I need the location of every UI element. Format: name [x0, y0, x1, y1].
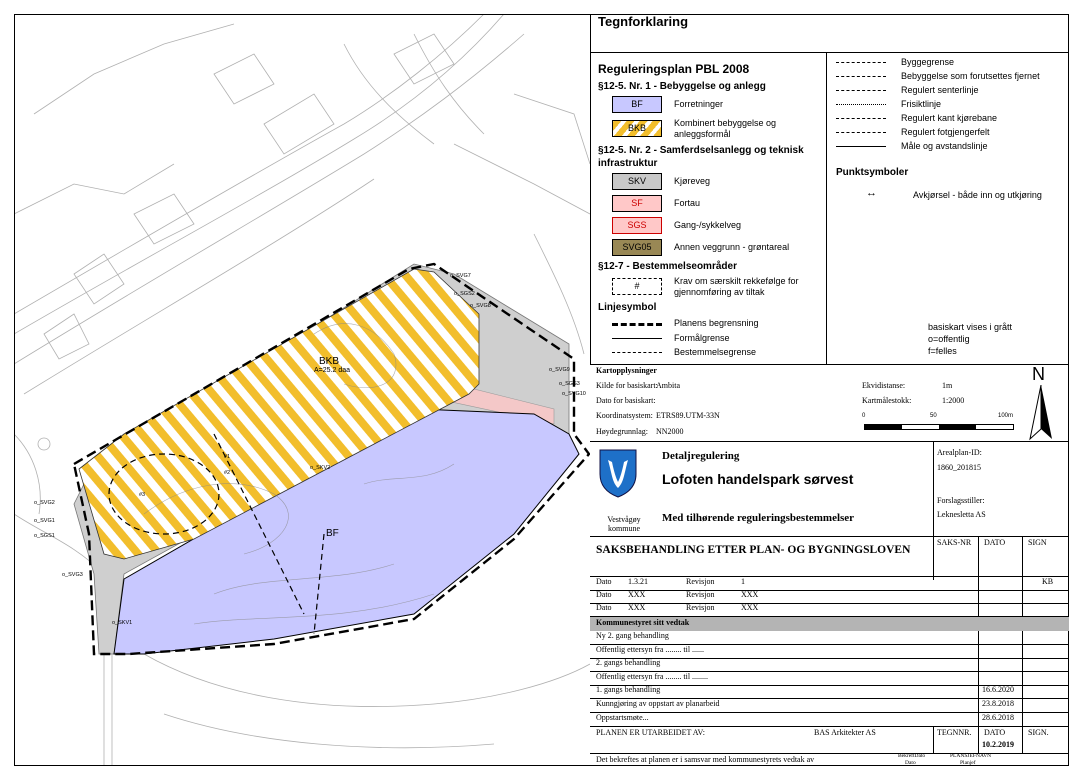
- linjesymbol-heading: Linjesymbol: [598, 302, 657, 313]
- col-sign: SIGN: [1028, 538, 1047, 547]
- scale-tick: 0: [862, 413, 866, 419]
- svg-label: o_SGS1: [34, 533, 55, 539]
- svg-label: o_SKV2: [310, 465, 331, 471]
- double-arrow-icon: ↔: [866, 187, 877, 199]
- basiskart-note: o=offentlig: [928, 334, 970, 344]
- divider: [933, 536, 934, 580]
- legend-label: Bestemmelsegrense: [674, 347, 757, 357]
- kommune-crest-icon: [598, 448, 638, 498]
- step-dato: 16.6.2020: [982, 685, 1014, 695]
- sign-label: SIGN.: [1028, 728, 1049, 737]
- plan-map[interactable]: [14, 14, 590, 766]
- swatch-bestemmelse: #: [612, 278, 662, 295]
- swatch-svg05: SVG05: [612, 239, 662, 256]
- scale-tick: 50: [930, 413, 937, 419]
- step-dato: 23.8.2018: [982, 699, 1014, 708]
- vedtak-heading: Kommunestyret sitt vedtak: [596, 618, 690, 627]
- divider: [590, 364, 1069, 365]
- divider: [933, 441, 934, 536]
- line-fjernet: [836, 76, 886, 77]
- line-frisiktlinje: [836, 104, 886, 105]
- kart-label: Høydegrunnlag:: [596, 427, 648, 436]
- rev-dato-label: Dato: [596, 603, 612, 612]
- divider: [590, 441, 1069, 442]
- basiskart-note: basiskart vises i grått: [928, 322, 1013, 332]
- dato-label: DATO: [984, 728, 1006, 737]
- section-heading: §12-5. Nr. 2 - Samferdselsanlegg og teknisk infrastruktur: [598, 145, 804, 169]
- rev-label: Revisjon: [686, 577, 715, 586]
- step-label: Kunngjøring av oppstart av planarbeid: [596, 699, 720, 708]
- line-byggegrense: [836, 62, 886, 63]
- legend-label: Formålgrense: [674, 333, 730, 343]
- utarbeidet-value: BAS Arkitekter AS: [814, 728, 876, 737]
- svg-label: o_SVG8: [470, 303, 491, 309]
- svg-label: o_SVG7: [450, 273, 471, 279]
- section-heading: §12-5. Nr. 1 - Bebyggelse og anlegg: [598, 81, 766, 92]
- kart-label: Dato for basiskart:: [596, 396, 656, 405]
- malestokk-label: Kartmålestokk:: [862, 396, 912, 405]
- divider: [590, 753, 1069, 754]
- bkb-area-label: A=25.2 daa: [314, 367, 351, 374]
- line-maling: [836, 146, 886, 147]
- line-kjorebane: [836, 118, 886, 119]
- utarbeidet-label: PLANEN ER UTARBEIDET AV:: [596, 728, 705, 737]
- divider: [590, 726, 1069, 727]
- rev-label: Revisjon: [686, 590, 715, 599]
- legend-title: Tegnforklaring: [598, 14, 689, 29]
- divider: [590, 603, 1069, 604]
- col-saksnr: SAKS-NR: [937, 538, 972, 547]
- bf-label: BF: [326, 528, 339, 539]
- legend-label: Avkjørsel - både inn og utkjøring: [913, 190, 1042, 200]
- bekreftes: Det bekreftes at planen er i samsvar med kommunestyrets vedtak av: [596, 755, 815, 764]
- rev-value: 1: [741, 577, 745, 586]
- legend-label: Planens begrensning: [674, 318, 759, 328]
- bekreft-col: PLANSJEFNAVN: [950, 753, 992, 759]
- divider: [590, 590, 1069, 591]
- section-heading: §12-7 - Bestemmelseområder: [598, 261, 737, 272]
- divider: [826, 52, 827, 364]
- rev-dato-label: Dato: [596, 577, 612, 586]
- rev-value: XXX: [741, 590, 759, 599]
- svg-label: o_SKV1: [112, 620, 133, 626]
- svg-label: o_SVG3: [62, 572, 83, 578]
- north-arrow-icon: [1028, 385, 1054, 441]
- col-dato: DATO: [984, 538, 1006, 547]
- tegnnr-label: TEGNNR.: [937, 728, 972, 737]
- svg-label: o_SVG1: [34, 518, 55, 524]
- scale-bar: [864, 424, 1014, 430]
- divider: [590, 658, 1069, 659]
- rev-value: XXX: [741, 603, 759, 612]
- rev-sign: KB: [1042, 577, 1054, 586]
- svg-label: o_SGS2: [454, 291, 475, 297]
- bekreft-sub: Planjef: [960, 760, 976, 766]
- municipality: Vestvågøy kommune: [607, 515, 641, 533]
- legend-label: Annen veggrunn - grøntareal: [674, 242, 790, 252]
- punktsymboler-heading: Punktsymboler: [836, 167, 909, 178]
- step-label: Oppstartsmøte...: [596, 712, 649, 722]
- legend-label: Forretninger: [674, 99, 724, 109]
- swatch-sgs: SGS: [612, 217, 662, 234]
- svg-label: o_SVG2: [34, 500, 55, 506]
- step-dato: 28.6.2018: [982, 712, 1014, 722]
- step-label: Offentlig ettersyn fra ........ til ........: [596, 671, 709, 681]
- scale-tick: 100m: [998, 413, 1014, 419]
- point-label: #3: [139, 492, 146, 498]
- rev-label: Revisjon: [686, 603, 715, 612]
- rev-dato: XXX: [628, 590, 646, 599]
- forslagsstiller-value: Leknesletta AS: [937, 510, 986, 519]
- swatch-sf: SF: [612, 195, 662, 212]
- arealplan-label: Arealplan-ID:: [937, 448, 982, 457]
- step-label: Offentlig ettersyn fra ........ til ......: [596, 644, 705, 654]
- north-label: N: [1032, 364, 1045, 384]
- kart-label: Koordinatsystem:: [596, 411, 653, 420]
- svg-label: o_SVG9: [549, 367, 570, 373]
- step-label: 2. gangs behandling: [596, 658, 661, 668]
- legend-label: Krav om særskilt rekkefølge for gjennomføring av tiltak: [674, 276, 799, 297]
- kart-value: NN2000: [656, 427, 684, 436]
- svg-label: o_SVG10: [562, 391, 586, 397]
- kart-heading: Kartopplysninger: [596, 366, 657, 375]
- legend-label: Byggegrense: [901, 57, 955, 67]
- legend-label: Regulert fotgjengerfelt: [901, 127, 990, 137]
- point-label: #1: [224, 454, 231, 460]
- saks-heading: SAKSBEHANDLING ETTER PLAN- OG BYGNINGSLOVEN: [596, 544, 911, 556]
- bekreft-sub: Dato: [905, 760, 916, 766]
- legend-label: Bebyggelse som forutsettes fjernet: [901, 71, 1040, 81]
- forslagsstiller-label: Forslagsstiller:: [937, 496, 985, 505]
- step-label: Ny 2. gang behandling: [596, 631, 669, 640]
- divider: [590, 52, 1069, 53]
- swatch-bkb: BKB: [612, 120, 662, 137]
- rev-dato-label: Dato: [596, 590, 612, 599]
- malestokk-value: 1:2000: [942, 396, 965, 405]
- kart-value: Ambita: [656, 381, 680, 390]
- basiskart-note: f=felles: [928, 346, 957, 356]
- plan-name: Lofoten handelspark sørvest: [662, 471, 854, 487]
- divider: [590, 536, 1069, 537]
- divider: [590, 576, 1069, 577]
- bkb-label: BKB: [319, 356, 340, 367]
- step-label: 1. gangs behandling: [596, 685, 661, 695]
- legend-label: Gang-/sykkelveg: [674, 220, 742, 230]
- ekvidistanse-label: Ekvidistanse:: [862, 381, 906, 390]
- legend-label: Frisiktlinje: [901, 99, 942, 109]
- swatch-bf: BF: [612, 96, 662, 113]
- bekreft-col: BekreftDato: [898, 753, 926, 759]
- plan-subtitle: Med tilhørende reguleringsbestemmelser: [662, 512, 855, 524]
- svg-label: o_SGS3: [559, 381, 580, 387]
- line-fotgjengerfelt: [836, 132, 886, 133]
- kart-value: ETRS89.UTM-33N: [656, 411, 720, 420]
- plan-heading: Reguleringsplan PBL 2008: [598, 62, 750, 76]
- divider: [933, 726, 934, 753]
- legend-label: Måle og avstandslinje: [901, 141, 988, 151]
- legend-label: Kjøreveg: [674, 176, 711, 186]
- legend-label: Fortau: [674, 198, 701, 208]
- swatch-skv: SKV: [612, 173, 662, 190]
- legend-label: Regulert senterlinje: [901, 85, 979, 95]
- rev-dato: XXX: [628, 603, 646, 612]
- line-senterlinje: [836, 90, 886, 91]
- legend-label: Regulert kant kjørebane: [901, 113, 998, 123]
- arealplan-value: 1860_201815: [937, 463, 981, 472]
- dato-value: 10.2.2019: [982, 740, 1014, 749]
- line-formalgrense: [612, 338, 662, 339]
- line-bestemmelsegrense: [612, 352, 662, 353]
- ekvidistanse-value: 1m: [942, 381, 953, 390]
- rev-dato: 1.3.21: [628, 577, 648, 586]
- plan-type: Detaljregulering: [662, 450, 740, 462]
- line-planens-begrensning: [612, 323, 662, 326]
- legend-label: Kombinert bebyggelse og anleggsformål: [674, 118, 777, 139]
- kart-label: Kilde for basiskart:: [596, 381, 658, 390]
- point-label: #2: [224, 470, 231, 476]
